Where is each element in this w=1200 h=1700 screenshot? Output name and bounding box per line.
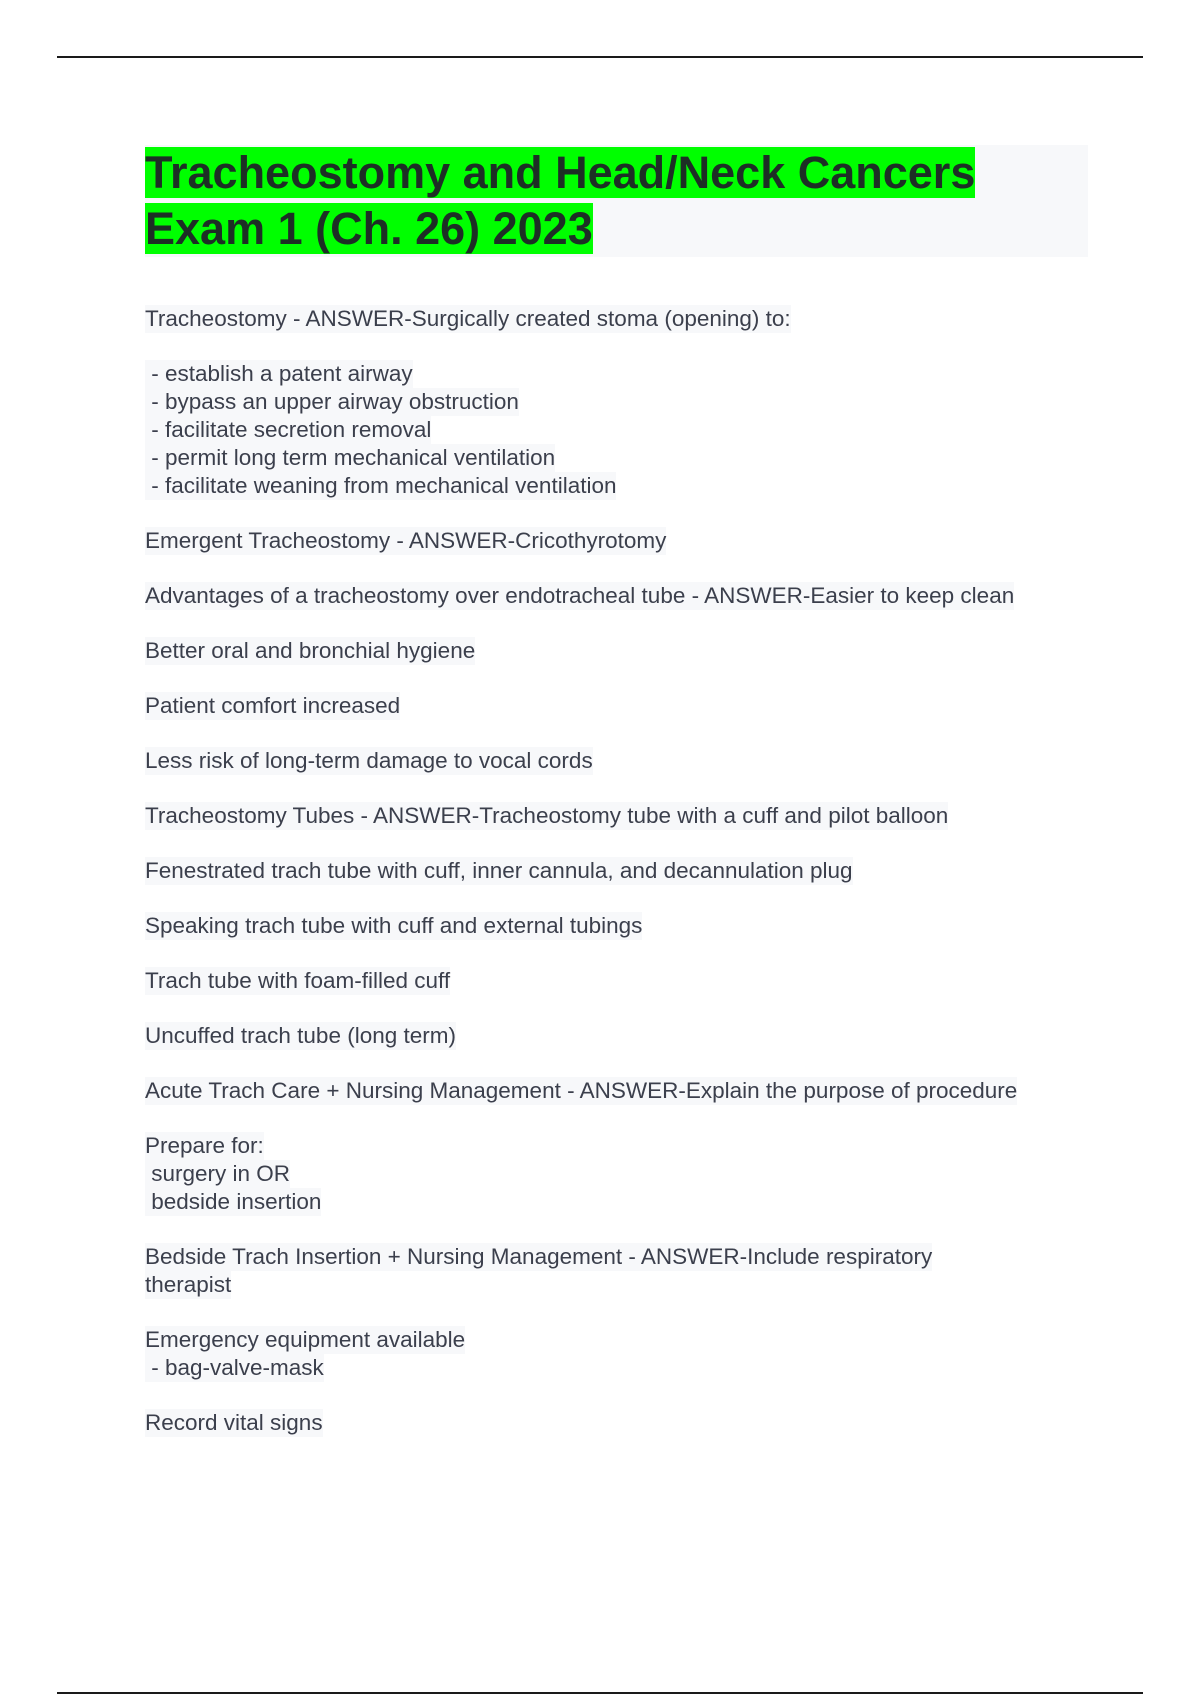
paragraph <box>145 1022 1090 1050</box>
paragraph <box>145 582 1090 610</box>
paragraph <box>145 967 1090 995</box>
paragraph-line: Less risk of long-term damage to vocal cords <box>145 748 593 773</box>
paragraph-line: - facilitate secretion removal <box>145 417 432 442</box>
paragraph-line: Tracheostomy Tubes - ANSWER-Tracheostomy tube with a cuff and pilot balloon <box>145 803 949 828</box>
document-title-block <box>145 145 1088 257</box>
paragraph <box>145 1326 1090 1382</box>
paragraph-line: Trach tube with foam-filled cuff <box>145 968 451 993</box>
paragraph-line: - bypass an upper airway obstruction <box>145 389 519 414</box>
paragraph-line: Fenestrated trach tube with cuff, inner cannula, and decannulation plug <box>145 858 853 883</box>
paragraph <box>145 360 1090 500</box>
paragraph <box>145 1077 1090 1105</box>
paragraph-list <box>145 305 1090 1437</box>
paragraph-line: bedside insertion <box>145 1189 322 1214</box>
paragraph <box>145 305 1090 333</box>
paragraph <box>145 747 1090 775</box>
paragraph <box>145 802 1090 830</box>
paragraph-line: Advantages of a tracheostomy over endotracheal tube - ANSWER-Easier to keep clean <box>145 583 1015 608</box>
paragraph <box>145 912 1090 940</box>
paragraph-line: Emergent Tracheostomy - ANSWER-Cricothyrotomy <box>145 528 667 553</box>
bottom-rule <box>57 1692 1143 1694</box>
paragraph <box>145 527 1090 555</box>
paragraph-line: Prepare for: <box>145 1133 264 1158</box>
paragraph-line: Bedside Trach Insertion + Nursing Management - ANSWER-Include respiratory <box>145 1244 933 1269</box>
paragraph-line: Emergency equipment available <box>145 1327 466 1352</box>
top-rule <box>57 56 1143 58</box>
paragraph-line: Uncuffed trach tube (long term) <box>145 1023 456 1048</box>
paragraph <box>145 857 1090 885</box>
paragraph-line: Record vital signs <box>145 1410 323 1435</box>
paragraph <box>145 1409 1090 1437</box>
paragraph-line: surgery in OR <box>145 1161 291 1186</box>
paragraph <box>145 637 1090 665</box>
paragraph-line: - bag-valve-mask <box>145 1355 324 1380</box>
paragraph-line: Speaking trach tube with cuff and external tubings <box>145 913 643 938</box>
document-title <box>145 145 1088 257</box>
paragraph-line: - facilitate weaning from mechanical ventilation <box>145 473 617 498</box>
paragraph-line: - permit long term mechanical ventilation <box>145 445 556 470</box>
paragraph-line: therapist <box>145 1272 232 1297</box>
paragraph <box>145 1243 1090 1299</box>
paragraph-line: Patient comfort increased <box>145 693 401 718</box>
title-line-1: Tracheostomy and Head/Neck Cancers <box>145 147 976 198</box>
paragraph-line: Better oral and bronchial hygiene <box>145 638 476 663</box>
paragraph-line: Acute Trach Care + Nursing Management - ANSWER-Explain the purpose of procedure <box>145 1078 1018 1103</box>
document-body <box>145 145 1090 1464</box>
paragraph-line: Tracheostomy - ANSWER-Surgically created stoma (opening) to: <box>145 306 791 331</box>
title-line-2: Exam 1 (Ch. 26) 2023 <box>145 203 593 254</box>
paragraph-line: - establish a patent airway <box>145 361 413 386</box>
paragraph <box>145 1132 1090 1216</box>
paragraph <box>145 692 1090 720</box>
